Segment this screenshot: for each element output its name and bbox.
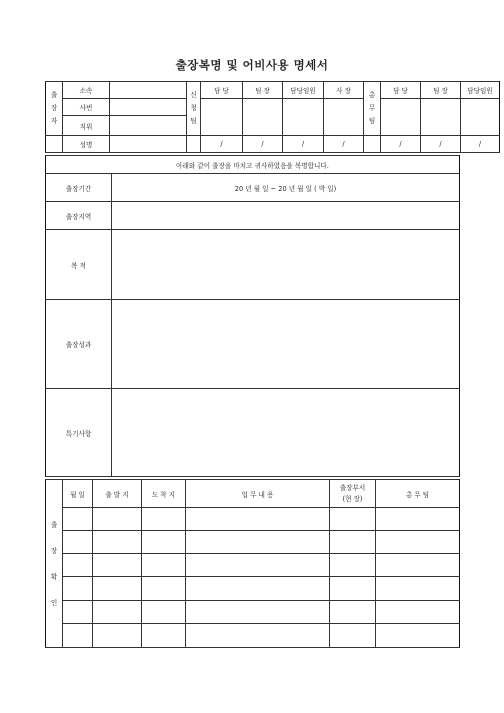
applicant-sign-leader[interactable] — [243, 99, 283, 136]
result-field[interactable] — [112, 300, 460, 389]
name-field[interactable] — [110, 136, 187, 153]
table-row — [46, 577, 460, 601]
general-sign-cell[interactable] — [376, 554, 460, 577]
dept-sign-cell[interactable] — [330, 624, 376, 648]
date-cell[interactable] — [63, 624, 93, 648]
departure-cell[interactable] — [93, 624, 142, 648]
departure-cell[interactable] — [93, 577, 142, 601]
general-date-staff[interactable]: / — [381, 136, 421, 153]
table-row — [46, 508, 460, 531]
date-cell[interactable] — [63, 508, 93, 531]
arrival-cell[interactable] — [142, 601, 186, 624]
general-header-staff: 담 당 — [381, 82, 421, 99]
work-cell[interactable] — [186, 554, 330, 577]
date-cell[interactable] — [63, 601, 93, 624]
general-date-exec[interactable]: / — [461, 136, 500, 153]
work-cell[interactable] — [186, 531, 330, 554]
confirm-header-dept: 출장부서 (현 장) — [330, 480, 376, 508]
applicant-date-president[interactable]: / — [324, 136, 364, 153]
confirm-header-date: 월 일 — [63, 480, 93, 508]
general-sign-exec[interactable] — [461, 99, 500, 136]
general-sign-staff[interactable] — [381, 99, 421, 136]
dept-sign-cell[interactable] — [330, 554, 376, 577]
employee-id-label: 사번 — [63, 99, 110, 116]
departure-cell[interactable] — [93, 554, 142, 577]
period-field[interactable]: 20 년 월 일 ~ 20 년 월 일 ( 박 일) — [112, 174, 460, 202]
period-label: 출장기간 — [46, 174, 112, 202]
general-team-label: 총 무 팀 — [364, 82, 381, 136]
work-cell[interactable] — [186, 601, 330, 624]
document-title: 출장복명 및 어비사용 명세서 — [175, 58, 329, 72]
name-label: 성명 — [63, 136, 110, 153]
general-header-leader: 팀 장 — [421, 82, 461, 99]
applicant-header-staff: 담 당 — [201, 82, 243, 99]
work-cell[interactable] — [186, 508, 330, 531]
confirm-header-arrival: 도 착 지 — [142, 480, 186, 508]
table-row — [46, 624, 460, 648]
general-sign-cell[interactable] — [376, 531, 460, 554]
arrival-cell[interactable] — [142, 531, 186, 554]
dept-sign-cell[interactable] — [330, 531, 376, 554]
applicant-spacer — [187, 136, 201, 153]
applicant-date-leader[interactable]: / — [243, 136, 283, 153]
dept-sign-cell[interactable] — [330, 508, 376, 531]
departure-cell[interactable] — [93, 508, 142, 531]
applicant-sign-exec[interactable] — [283, 99, 324, 136]
employee-id-field[interactable] — [110, 99, 187, 116]
general-spacer — [364, 136, 381, 153]
general-date-leader[interactable]: / — [421, 136, 461, 153]
confirm-header-general: 총 무 팀 — [376, 480, 460, 508]
applicant-sign-staff[interactable] — [201, 99, 243, 136]
position-label: 직위 — [63, 116, 110, 136]
general-sign-cell[interactable] — [376, 624, 460, 648]
arrival-cell[interactable] — [142, 577, 186, 601]
statement-text: 아래와 같이 출장을 마치고 귀사하였음을 복명합니다. — [46, 156, 460, 174]
arrival-cell[interactable] — [142, 554, 186, 577]
traveler-blank-cell — [46, 136, 63, 153]
result-label: 출장성과 — [46, 300, 112, 389]
confirm-table — [45, 479, 460, 648]
confirm-header-departure: 출 발 지 — [93, 480, 142, 508]
dept-sign-cell[interactable] — [330, 601, 376, 624]
body-table — [45, 155, 460, 477]
departure-cell[interactable] — [93, 531, 142, 554]
general-sign-cell[interactable] — [376, 508, 460, 531]
departure-cell[interactable] — [93, 601, 142, 624]
notes-field[interactable] — [112, 389, 460, 477]
traveler-group-label: 출 장 자 — [46, 82, 63, 136]
work-cell[interactable] — [186, 577, 330, 601]
position-field[interactable] — [110, 116, 187, 136]
general-sign-cell[interactable] — [376, 577, 460, 601]
applicant-sign-president[interactable] — [324, 99, 364, 136]
region-label: 출장지역 — [46, 202, 112, 230]
applicant-header-leader: 팀 장 — [243, 82, 283, 99]
dept-sign-cell[interactable] — [330, 577, 376, 601]
affiliation-label: 소속 — [63, 82, 110, 99]
applicant-date-exec[interactable]: / — [283, 136, 324, 153]
date-cell[interactable] — [63, 531, 93, 554]
applicant-header-exec: 담당임원 — [283, 82, 324, 99]
table-row — [46, 601, 460, 624]
general-sign-leader[interactable] — [421, 99, 461, 136]
applicant-team-label: 신 청 팀 — [187, 82, 201, 136]
table-row — [46, 531, 460, 554]
confirm-header-work: 업 무 내 용 — [186, 480, 330, 508]
general-sign-cell[interactable] — [376, 601, 460, 624]
affiliation-field[interactable] — [110, 82, 187, 99]
date-cell[interactable] — [63, 577, 93, 601]
confirm-group-label: 출 장 확 인 — [46, 480, 63, 648]
applicant-header-president: 사 장 — [324, 82, 364, 99]
region-field[interactable] — [112, 202, 460, 230]
header-table — [45, 81, 500, 153]
notes-label: 특기사항 — [46, 389, 112, 477]
purpose-field[interactable] — [112, 230, 460, 300]
table-row — [46, 554, 460, 577]
arrival-cell[interactable] — [142, 624, 186, 648]
applicant-date-staff[interactable]: / — [201, 136, 243, 153]
arrival-cell[interactable] — [142, 508, 186, 531]
work-cell[interactable] — [186, 624, 330, 648]
purpose-label: 복 적 — [46, 230, 112, 300]
date-cell[interactable] — [63, 554, 93, 577]
general-header-exec: 담당임원 — [461, 82, 500, 99]
